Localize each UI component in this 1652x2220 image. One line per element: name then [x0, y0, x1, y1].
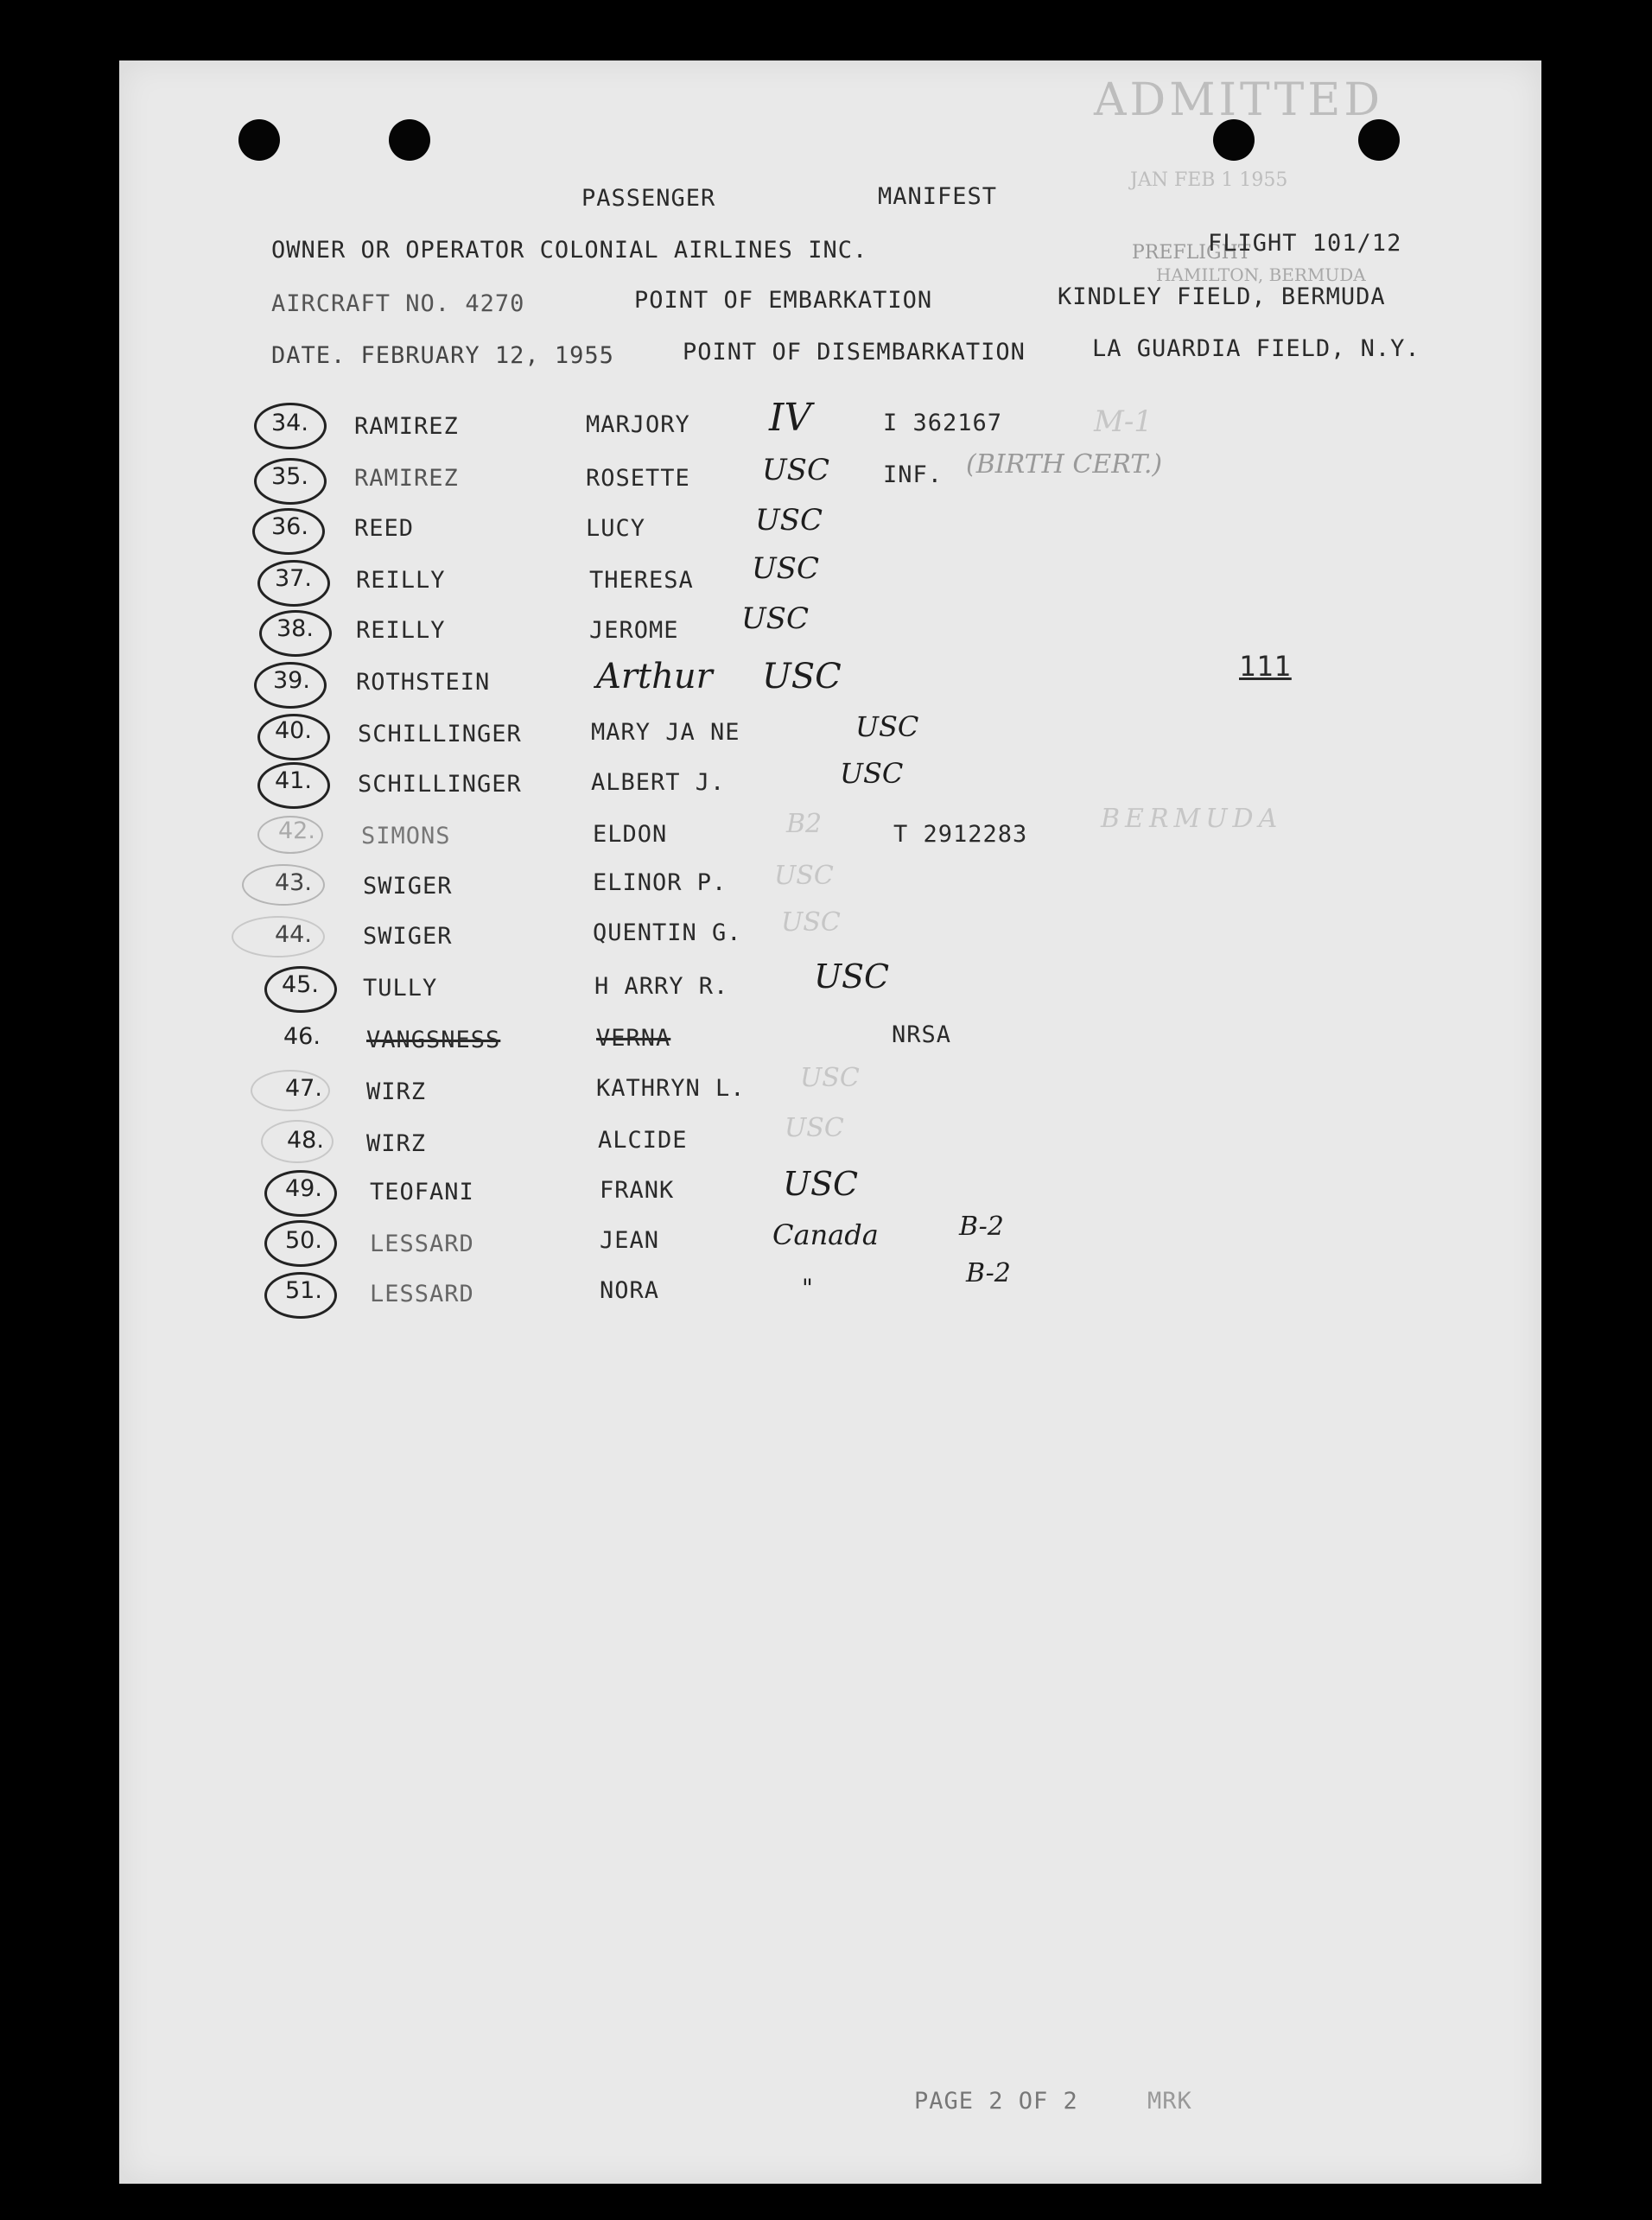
punch-hole [238, 119, 280, 161]
surname: TEOFANI [370, 1179, 474, 1205]
page-number: PAGE 2 OF 2 [914, 2088, 1078, 2115]
given-name: KATHRYN L. [596, 1075, 746, 1102]
row-number: 48. [287, 1127, 324, 1154]
given-name: Arthur [596, 657, 713, 697]
status-note: USC [785, 1113, 844, 1143]
aircraft-number: AIRCRAFT NO. 4270 [271, 290, 525, 317]
surname: REILLY [356, 617, 446, 644]
surname: SWIGER [363, 873, 453, 900]
surname: REILLY [356, 567, 446, 594]
row-number: 34. [271, 410, 308, 436]
margin-note: BERMUDA [1101, 804, 1283, 834]
status-note: " [802, 1274, 813, 1302]
row-number: 41. [275, 767, 312, 794]
row-number: 46. [283, 1023, 321, 1050]
side-mark: 111 [1239, 650, 1292, 683]
given-name: JEROME [589, 617, 679, 644]
given-name: FRANK [600, 1177, 675, 1204]
surname: WIRZ [366, 1130, 427, 1157]
status-note: USC [755, 503, 823, 538]
document-number: INF. [883, 461, 944, 488]
given-name: ALCIDE [598, 1127, 688, 1154]
given-name: MARY JA NE [591, 719, 740, 746]
visa-class: B-2 [966, 1258, 1011, 1288]
margin-note: M-1 [1094, 404, 1153, 439]
surname: REED [354, 515, 415, 542]
document-number: I 362167 [883, 410, 1003, 436]
stamp-location: HAMILTON, BERMUDA [1156, 264, 1366, 285]
manifest-title-right: MANIFEST [878, 183, 998, 210]
clerk-initials: MRK [1147, 2088, 1192, 2115]
surname: SWIGER [363, 923, 453, 950]
status-note: Canada [772, 1218, 879, 1251]
status-note: USC [762, 657, 842, 697]
given-name: MARJORY [586, 411, 690, 438]
given-name: H ARRY R. [594, 973, 729, 1000]
row-number: 37. [275, 565, 312, 592]
row-number: 35. [271, 463, 308, 490]
disembarkation-value: LA GUARDIA FIELD, N.Y. [1092, 335, 1420, 362]
row-number: 44. [275, 921, 312, 948]
given-name: VERNA [596, 1025, 671, 1052]
punch-hole [389, 119, 430, 161]
owner-line: OWNER OR OPERATOR COLONIAL AIRLINES INC. [271, 237, 868, 264]
document-number: NRSA [892, 1021, 952, 1048]
disembarkation-label: POINT OF DISEMBARKATION [683, 339, 1026, 366]
margin-note: (BIRTH CERT.) [966, 449, 1163, 480]
status-note: USC [774, 861, 834, 891]
given-name: ROSETTE [586, 465, 690, 492]
admitted-stamp: ADMITTED [1094, 74, 1384, 126]
stamp-preflight: PREFLIGHT [1132, 242, 1251, 264]
flight-number: FLIGHT 101/12 [1208, 230, 1402, 257]
given-name: ELINOR P. [593, 869, 728, 896]
surname: ROTHSTEIN [356, 669, 491, 696]
status-note: USC [752, 551, 819, 586]
row-number: 36. [271, 513, 308, 540]
row-number: 51. [285, 1277, 322, 1304]
surname: VANGSNESS [366, 1027, 501, 1053]
visa-class: B-2 [959, 1212, 1004, 1242]
row-number: 39. [273, 667, 310, 694]
row-number: 45. [282, 971, 319, 998]
manifest-date: DATE. FEBRUARY 12, 1955 [271, 342, 614, 369]
row-number: 43. [275, 869, 312, 896]
embarkation-label: POINT OF EMBARKATION [634, 287, 933, 314]
status-note: USC [840, 757, 904, 790]
surname: TULLY [363, 975, 438, 1002]
status-note: USC [855, 710, 919, 743]
row-number: 50. [285, 1227, 322, 1254]
given-name: ALBERT J. [591, 769, 726, 796]
surname: SCHILLINGER [358, 721, 522, 747]
status-note: USC [781, 907, 841, 938]
status-note: IV [769, 396, 812, 440]
surname: SIMONS [361, 823, 451, 849]
row-number: 42. [278, 817, 315, 844]
surname: RAMIREZ [354, 465, 459, 492]
manifest-title-left: PASSENGER [581, 185, 716, 212]
given-name: LUCY [586, 515, 646, 542]
row-number: 49. [285, 1175, 322, 1202]
status-note: USC [800, 1063, 860, 1093]
surname: RAMIREZ [354, 413, 459, 440]
given-name: NORA [600, 1277, 660, 1304]
surname: SCHILLINGER [358, 771, 522, 798]
surname: WIRZ [366, 1078, 427, 1105]
given-name: ELDON [593, 821, 668, 848]
surname: LESSARD [370, 1231, 474, 1257]
status-note: USC [783, 1165, 859, 1203]
row-number: 38. [276, 615, 314, 642]
row-number: 47. [285, 1075, 322, 1102]
stamp-date: JAN FEB 1 1955 [1130, 169, 1288, 191]
document-number: T 2912283 [893, 821, 1028, 848]
status-note: B2 [786, 809, 823, 839]
status-note: USC [741, 601, 809, 636]
manifest-page [119, 60, 1541, 2184]
given-name: JEAN [600, 1227, 660, 1254]
surname: LESSARD [370, 1281, 474, 1307]
row-number: 40. [275, 717, 312, 744]
status-note: USC [762, 453, 829, 487]
embarkation-value: KINDLEY FIELD, BERMUDA [1058, 283, 1386, 310]
status-note: USC [814, 957, 890, 996]
given-name: QUENTIN G. [593, 919, 742, 946]
given-name: THERESA [589, 567, 694, 594]
